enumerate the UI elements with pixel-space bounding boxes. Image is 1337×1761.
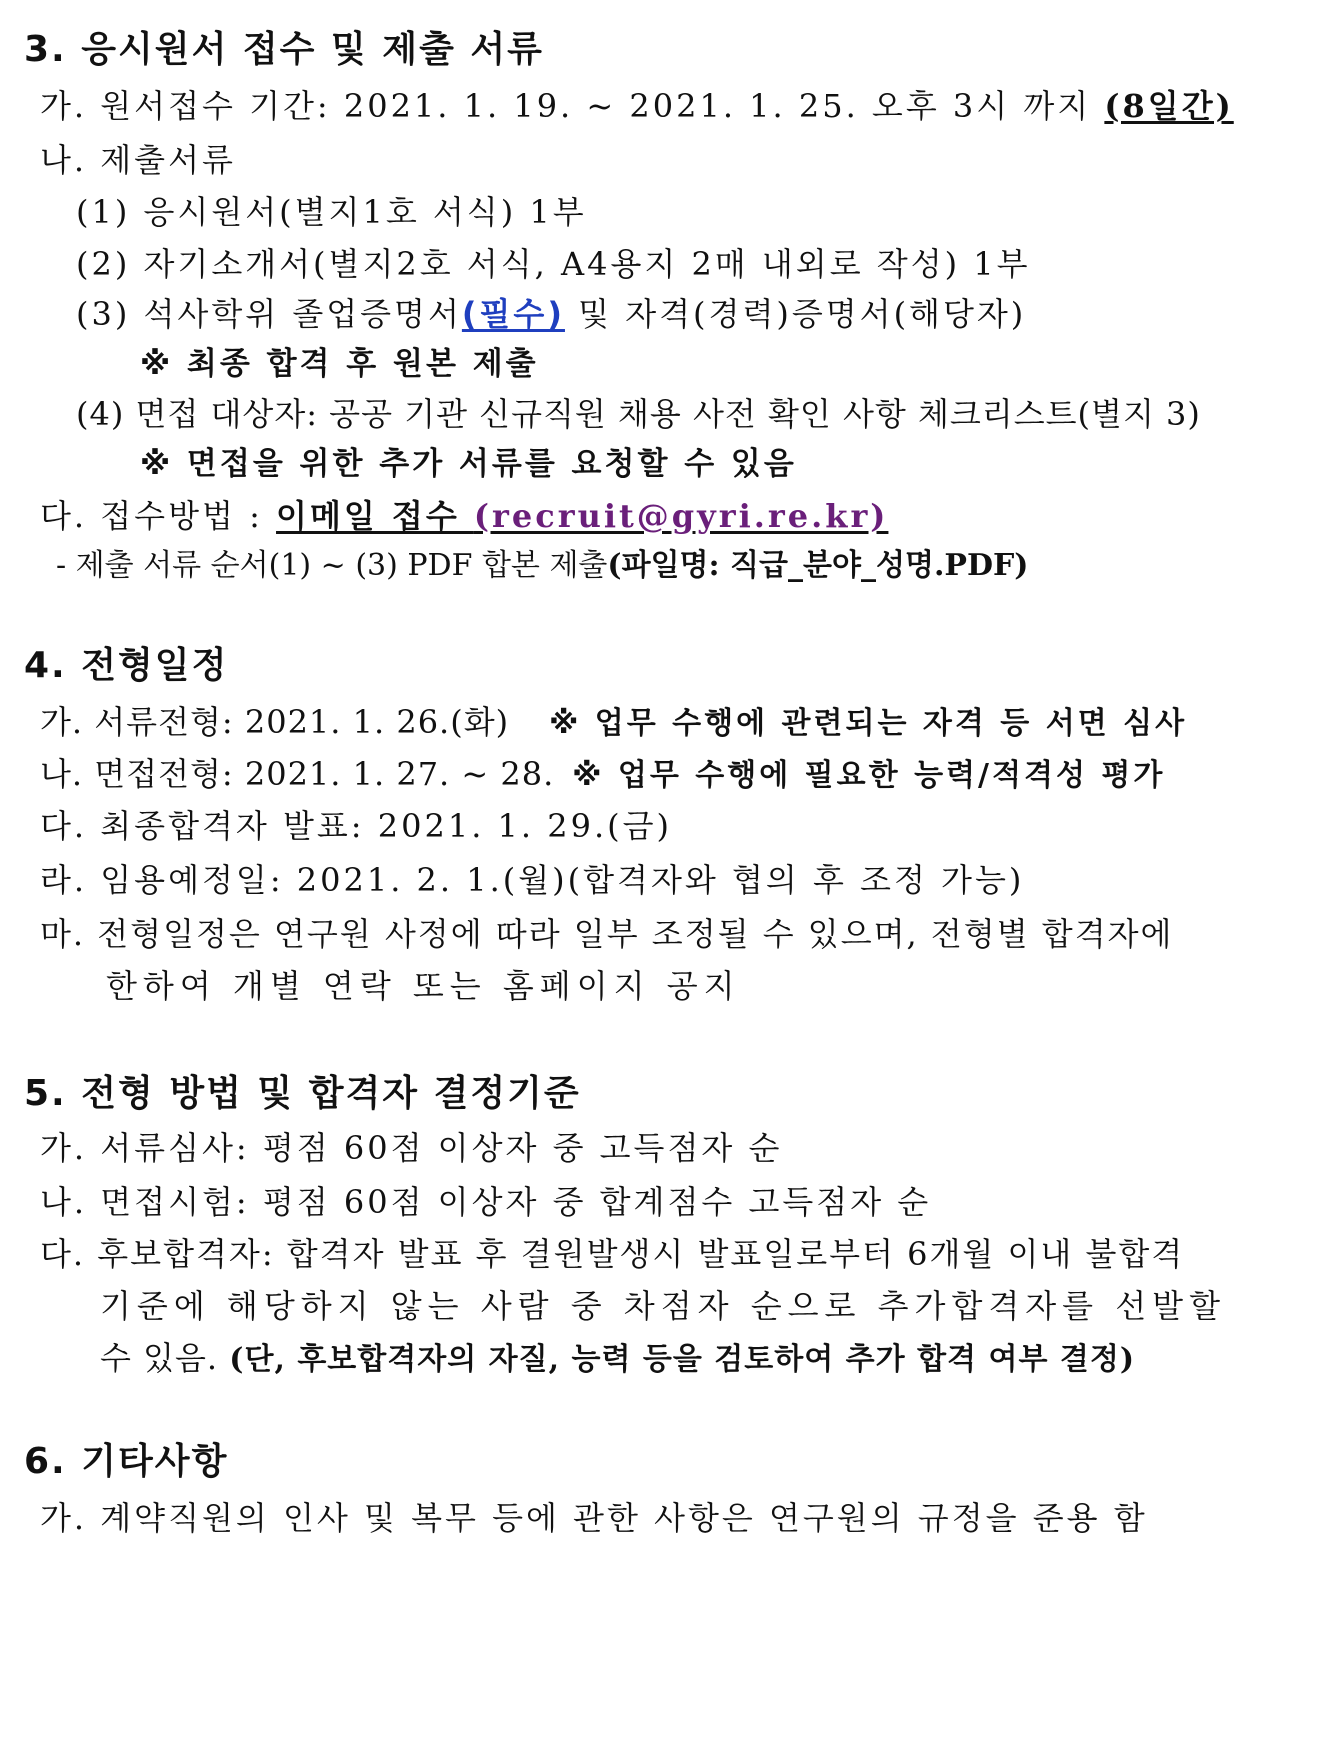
s3-order-filename: (파일명: 직급_분야_성명.PDF): [607, 548, 1029, 583]
s4-interview-date: 나. 면접전형: 2021. 1. 27. ~ 28.: [40, 755, 555, 793]
s3-item-1: (1) 응시원서(별지1호 서식) 1부: [76, 193, 587, 231]
s4-final-announcement: 다. 최종합격자 발표: 2021. 1. 29.(금): [40, 807, 673, 845]
section-5-heading: 5. 전형 방법 및 합격자 결정기준: [24, 1073, 581, 1114]
s3-item-3: [76, 292, 1026, 336]
s5-document-review: 가. 서류심사: 평점 60점 이상자 중 고득점자 순: [40, 1129, 783, 1167]
s3-note-extra-docs: ※ 면접을 위한 추가 서류를 요청할 수 있음: [140, 446, 797, 482]
s4-doc-note: ※ 업무 수행에 관련되는 자격 등 서면 심사: [549, 706, 1188, 741]
s3-method-email-label: [276, 497, 888, 535]
s3-item-3-post: 및 자격(경력)증명서(해당자): [564, 295, 1027, 333]
s3-email-link[interactable]: (recruit@gyri.re.kr): [473, 497, 889, 535]
s3-submission-order: [56, 544, 1028, 588]
s3-order-text: - 제출 서류 순서(1) ~ (3) PDF 합본 제출: [56, 548, 608, 583]
section-4-heading: 4. 전형일정: [24, 645, 229, 686]
s3-method-value: 이메일 접수: [276, 497, 474, 535]
s3-submission-method: [40, 494, 888, 538]
s5-reserve-3-text: 수 있음.: [100, 1339, 230, 1377]
s5-reserve-3: [100, 1336, 1135, 1382]
s5-reserve-2: 기준에 해당하지 않는 사람 중 차점자 순으로 추가합격자를 선발할: [100, 1287, 1227, 1325]
s3-item-3-text: (3) 석사학위 졸업증명서: [76, 295, 462, 333]
s4-interview-note: ※ 업무 수행에 필요한 능력/적격성 평가: [572, 758, 1166, 793]
s5-reserve-3-condition: (단, 후보합격자의 자질, 능력 등을 검토하여 추가 합격 여부 결정): [229, 1342, 1136, 1377]
section-6-heading: 6. 기타사항: [24, 1441, 229, 1482]
s4-document-screening: [40, 700, 1187, 746]
s6-other-matters: 가. 계약직원의 인사 및 복무 등에 관한 사항은 연구원의 규정을 준용 함: [40, 1499, 1148, 1537]
s3-required-mark: (필수): [461, 295, 565, 333]
s3-period-days: (8일간): [1104, 87, 1234, 125]
s4-schedule-note-2: 한하여 개별 연락 또는 홈페이지 공지: [106, 967, 741, 1005]
s5-interview-exam: 나. 면접시험: 평점 60점 이상자 중 합계점수 고득점자 순: [40, 1183, 932, 1221]
s4-doc-date: 가. 서류전형: 2021. 1. 26.(화): [40, 703, 510, 741]
s3-item-2: (2) 자기소개서(별지2호 서식, A4용지 2매 내외로 작성) 1부: [76, 245, 1031, 283]
s3-note-original: ※ 최종 합격 후 원본 제출: [140, 346, 539, 382]
s4-appointment-date: 라. 임용예정일: 2021. 2. 1.(월)(합격자와 협의 후 조정 가능): [40, 861, 1025, 899]
s3-method-label: 다. 접수방법 :: [40, 497, 277, 535]
s4-schedule-note-1: 마. 전형일정은 연구원 사정에 따라 일부 조정될 수 있으며, 전형별 합격자에: [40, 915, 1174, 953]
s3-application-period: [40, 84, 1234, 128]
s3-period-text: 가. 원서접수 기간: 2021. 1. 19. ~ 2021. 1. 25. 오후 3시 까지: [40, 87, 1105, 125]
s5-reserve-1: 다. 후보합격자: 합격자 발표 후 결원발생시 발표일로부터 6개월 이내 불합격: [40, 1235, 1185, 1273]
s3-documents-label: 나. 제출서류: [40, 141, 236, 179]
s4-interview-screening: [40, 752, 1165, 798]
section-3-heading: 3. 응시원서 접수 및 제출 서류: [24, 29, 544, 70]
s3-item-4: (4) 면접 대상자: 공공 기관 신규직원 채용 사전 확인 사항 체크리스트(별지 3): [76, 395, 1201, 433]
